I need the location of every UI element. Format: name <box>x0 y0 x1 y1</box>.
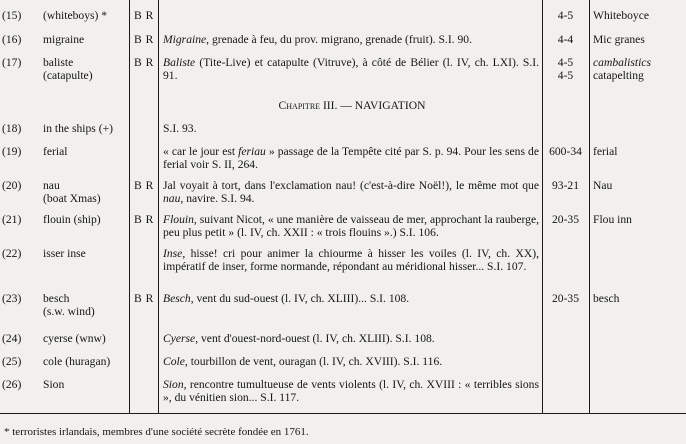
entry-description: Cyerse, vent d'ouest-nord-ouest (l. IV, ch. XLIII). S.I. 108. <box>163 332 435 345</box>
entry-description: Inse, hisse! cri pour animer la chiourme à hisser les voiles (l. IV, ch. XX), impératif de inser, forme normande, répondant au méridional hisser... S.I. 107. <box>163 247 539 274</box>
entry-description: Flouin, suivant Nicot, « une manière de vaisseau de mer, approchant la rauberge, peu plus petit » (l. IV, ch. XXII : « trois flouins ».) S.I. 106. <box>163 213 539 240</box>
entry-number: (15) <box>2 9 22 22</box>
column-rule-1 <box>129 0 130 414</box>
entry-rabelais-form: Nau <box>593 179 613 192</box>
entry-headword: feriau <box>238 145 266 158</box>
entry-pages: 20-35 <box>551 292 580 305</box>
entry-number: (25) <box>2 355 22 368</box>
entry-headword: Cyerse <box>163 332 196 345</box>
entry-headword: Baliste <box>163 56 196 69</box>
entry-description: Baliste (Tite-Live) et catapulte (Vitruve), à côté de Bélier (l. IV, ch. LXI). S.I. 91. <box>163 56 539 83</box>
entry-number: (16) <box>2 33 22 46</box>
entry-term: cyerse (wnw) <box>43 332 106 345</box>
column-rule-4 <box>589 0 590 414</box>
entry-pages: 93-21 <box>551 179 580 192</box>
chapter-heading: Chapitre III. — NAVIGATION <box>278 99 426 112</box>
entry-term: in the ships (+) <box>43 122 113 135</box>
table-bottom-rule <box>0 413 686 414</box>
entry-headword: Cole <box>163 355 185 368</box>
entry-term: isser inse <box>43 247 86 260</box>
entry-number: (23) <box>2 292 22 305</box>
entry-headword: Sion <box>163 378 184 391</box>
entry-rabelais-form: cambalistics catapelting <box>593 56 651 83</box>
entry-pages: 4-5 <box>557 9 574 22</box>
entry-pages: 4-5 4-5 <box>557 56 574 83</box>
entry-headword: Flouin <box>163 213 194 226</box>
entry-number: (21) <box>2 213 22 226</box>
entry-source: B R <box>134 56 154 69</box>
entry-term: migraine <box>43 33 85 46</box>
entry-term: cole (huragan) <box>43 355 111 368</box>
entry-headword: Inse <box>163 247 183 260</box>
entry-number: (22) <box>2 247 22 260</box>
entry-source: B R <box>134 9 154 22</box>
entry-number: (20) <box>2 179 22 192</box>
entry-source: B R <box>134 179 154 192</box>
entry-source: B R <box>134 213 154 226</box>
entry-term: flouin (ship) <box>43 213 101 226</box>
column-rule-3 <box>542 0 543 414</box>
entry-description: Sion, rencontre tumultueuse de vents violents (l. IV, ch. XVIII : « terribles sions », du vénitien sion... S.I. 117. <box>163 378 539 405</box>
entry-source: B R <box>134 33 154 46</box>
entry-term: baliste (catapulte) <box>43 56 93 83</box>
entry-headword: Migraine <box>163 33 207 46</box>
entry-term: (whiteboys) * <box>43 9 108 22</box>
entry-term: besch (s.w. wind) <box>43 292 95 319</box>
entry-description: « car le jour est feriau » passage de la Tempête cité par S. p. 94. Pour les sens de ferial voir S. II, 264. <box>163 145 539 172</box>
entry-rabelais-form: Whiteboyce <box>593 9 650 22</box>
entry-headword: Besch <box>163 292 191 305</box>
entry-source: B R <box>134 292 154 305</box>
entry-rabelais-form: besch <box>593 292 620 305</box>
entry-term: Sion <box>43 378 65 391</box>
entry-description: Jal voyait à tort, dans l'exclamation nau! (c'est-à-dire Noël!), le même mot que nau, navire. S.I. 94. <box>163 179 539 206</box>
entry-rabelais-form: ferial <box>593 145 618 158</box>
entry-number: (18) <box>2 122 22 135</box>
entry-rabelais-form: Mic granes <box>593 33 645 46</box>
entry-number: (26) <box>2 378 22 391</box>
entry-description: Besch, vent du sud-ouest (l. IV, ch. XLIII)... S.I. 108. <box>163 292 410 305</box>
entry-headword: nau <box>163 192 181 206</box>
entry-description: S.I. 93. <box>163 122 197 135</box>
entry-term: ferial <box>43 145 68 158</box>
entry-description: Cole, tourbillon de vent, ouragan (l. IV, ch. XVIII). S.I. 116. <box>163 355 443 368</box>
entry-term: nau (boat Xmas) <box>43 179 101 206</box>
entry-rabelais-form: Flou inn <box>593 213 632 226</box>
entry-number: (19) <box>2 145 22 158</box>
footnote: * terroristes irlandais, membres d'une société secrète fondée en 1761. <box>4 426 309 438</box>
entry-description: Migraine, grenade à feu, du prov. migrano, grenade (fruit). S.I. 90. <box>163 33 472 46</box>
entry-number: (24) <box>2 332 22 345</box>
entry-pages: 600-34 <box>549 145 582 158</box>
entry-number: (17) <box>2 56 22 69</box>
entry-pages: 20-35 <box>551 213 580 226</box>
entry-pages: 4-4 <box>557 33 574 46</box>
